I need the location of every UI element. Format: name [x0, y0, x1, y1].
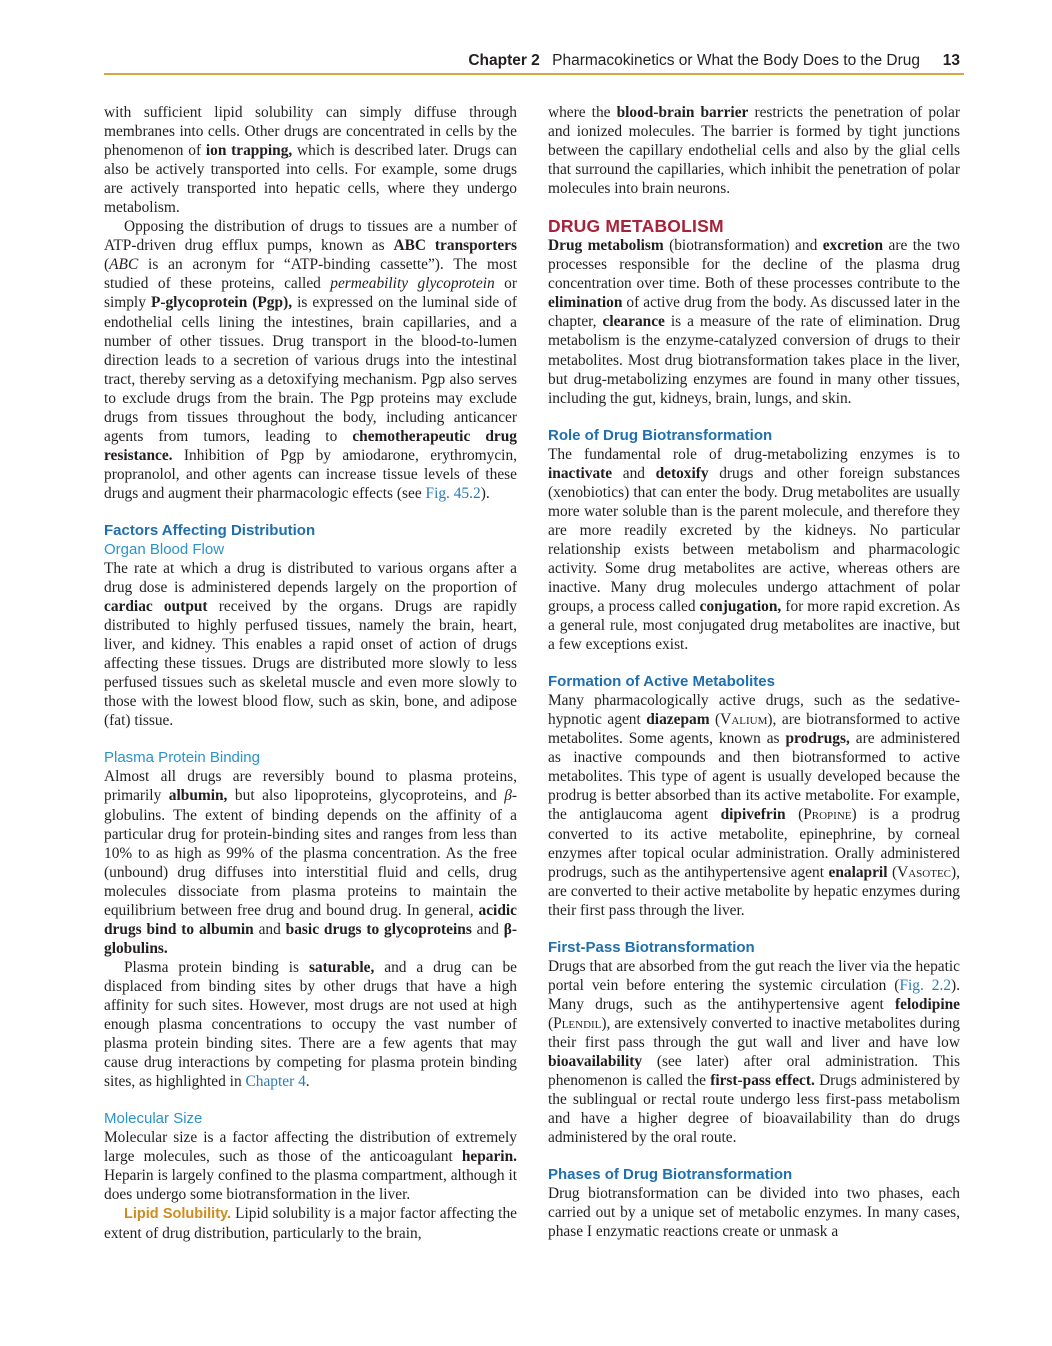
paragraph: where the blood-brain barrier restricts the penetration of polar and ionized molecules. The barrier is formed by tight junctions between the capillary endothelial cells and also by the glial cells that surround the capillaries, which inhibit the penetration of polar molecules into brain neurons.	[548, 104, 960, 198]
page-number: 13	[942, 52, 960, 69]
paragraph: with sufficient lipid solubility can simply diffuse through membranes into cells. Other drugs are concentrated in cells by the phenomenon of ion trapping, which is described later. Drugs can also be actively transported into cells. For example, some drugs are actively transported into hepatic cells, where they undergo metabolism.	[104, 104, 517, 217]
paragraph: Many pharmacologically active drugs, such as the sedative-hypnotic agent diazepam (Valium), are biotransformed to active metabolites. Some agents, known as prodrugs, are administered as inactive compounds and then biotransformed to active metabolites. This type of agent is usually developed because the prodrug is better absorbed than its active metabolite. For example, the antiglaucoma agent dipivefrin (Propine) is a prodrug converted to its active metabolite, epinephrine, by corneal enzymes after topical ocular administration. Orally administered prodrugs, such as the antihypertensive agent enalapril (Vasotec), are converted to their active metabolite by hepatic enzymes during their first pass through the liver.	[548, 692, 960, 919]
paragraph: Drug biotransformation can be divided into two phases, each carried out by a unique set of metabolic enzymes. In many cases, phase I enzymatic reactions create or unmask a	[548, 1185, 960, 1241]
paragraph: Opposing the distribution of drugs to tissues are a number of ATP-driven drug efflux pumps, known as ABC transporters (ABC is an acronym for “ATP-binding cassette”). The most studied of these proteins, called permeability glycoprotein or simply P-glycoprotein (Pgp), is expressed on the luminal side of endothelial cells lining the intestines, brain capillaries, and a number of other tissues. Drug transport in the blood-to-lumen direction leads to a secretion of various drugs into the intestinal tract, thereby serving as a detoxifying mechanism. Pgp also serves to exclude drugs from the brain. The Pgp proteins may exclude drugs from tissues throughout the body, including anticancer agents from tumors, leading to chemotherapeutic drug resistance. Inhibition of Pgp by amiodarone, erythromycin, propranolol, and other agents can increase tissue levels of these drugs and augment their pharmacologic effects (see Fig. 45.2).	[104, 218, 517, 502]
paragraph: Drug metabolism (biotransformation) and excretion are the two processes responsible for the decline of the plasma drug concentration over time. Both of these processes contribute to the elimination of active drug from the body. As discussed later in the chapter, clearance is a measure of the rate of elimination. Drug metabolism is the enzyme-catalyzed conversion of drugs to their metabolites. Most drug biotransformation takes place in the liver, but drug-metabolizing enzymes are found in many other tissues, including the gut, kidneys, brain, lungs, and skin.	[548, 237, 960, 407]
chapter-label: Chapter 2	[468, 52, 540, 69]
section-heading: First-Pass Biotransformation	[548, 938, 755, 956]
section-heading: Factors Affecting Distribution	[104, 521, 316, 539]
section-heading: Phases of Drug Biotransformation	[548, 1166, 793, 1184]
paragraph: Drugs that are absorbed from the gut reach the liver via the hepatic portal vein before entering the systemic circulation (Fig. 2.2). Many drugs, such as the antihypertensive agent felodipine (Plendil), are extensively converted to inactive metabolites during their first pass through the gut wall and liver and have low bioavailability (see later) after oral administration. This phenomenon is called the first-pass effect. Drugs administered by the sublingual or rectal route undergo less first-pass metabolism and have a higher degree of bioavailability than do drugs administered by the oral route.	[548, 957, 961, 1147]
section-heading: Formation of Active Metabolites	[548, 673, 775, 691]
subsection-heading: Organ Blood Flow	[104, 540, 225, 558]
chapter-title: Pharmacokinetics or What the Body Does to the Drug	[552, 52, 920, 69]
subsection-heading: Plasma Protein Binding	[104, 749, 260, 767]
header-rule	[104, 73, 964, 75]
paragraph: The fundamental role of drug-metabolizing enzymes is to inactivate and detoxify drugs and other foreign substances (xenobiotics) that can enter the body. Drug metabolites are usually more water soluble than is the parent molecule, and therefore they are more readily excreted by the kidneys. No particular relationship exists between metabolism and pharmacologic activity. Some drug metabolites are active, whereas others are inactive. Many drug molecules undergo attachment of polar groups, a process called conjugation, for more rapid excretion. As a general rule, most conjugated drug metabolites are inactive, but a few exceptions exist.	[548, 445, 960, 654]
right-column	[548, 103, 960, 1241]
paragraph: The rate at which a drug is distributed to various organs after a drug dose is administered depends largely on the proportion of cardiac output received by the organs. Drugs are rapidly distributed to highly perfused tissues, namely the brain, heart, liver, and kidney. This enables a rapid onset of action of drugs affecting these tissues. Drugs are distributed more slowly to less perfused tissues such as skeletal muscle and even more slowly to those with the lowest blood flow, such as skin, bone, and adipose (fat) tissue.	[104, 559, 517, 730]
subsection-heading: Molecular Size	[104, 1110, 203, 1128]
paragraph: Plasma protein binding is saturable, and a drug can be displaced from binding sites by other drugs that have a high affinity for such sites. However, most drugs are not used at high enough plasma concentrations to occupy the vast number of plasma protein binding sites. There are a few agents that may cause drug interactions by competing for plasma protein binding sites, as highlighted in Chapter 4.	[104, 958, 517, 1091]
paragraph: Almost all drugs are reversibly bound to plasma proteins, primarily albumin, but also lipoproteins, glycoproteins, and β-globulins. The extent of binding depends on the affinity of a particular drug for protein-binding sites and ranges from less than 10% to as high as 99% of the plasma concentration. As the free (unbound) drug diffuses into interstitial fluid and cells, drug molecules dissociate from plasma proteins to maintain the equilibrium between free drug and bound drug. In general, acidic drugs bind to albumin and basic drugs to glycoproteins and β-globulins.	[104, 768, 518, 957]
running-header-text	[468, 52, 920, 70]
left-column	[104, 103, 517, 1243]
section-heading: Role of Drug Biotransformation	[548, 426, 773, 444]
paragraph	[104, 1204, 517, 1243]
major-heading: DRUG METABOLISM	[548, 216, 724, 237]
paragraph-text: Lipid solubility is a major factor affecting the extent of drug distribution, particularly to the brain,	[104, 1205, 517, 1243]
run-in-heading: Lipid Solubility.	[124, 1206, 232, 1223]
paragraph: Molecular size is a factor affecting the distribution of extremely large molecules, such as those of the anticoagulant heparin. Heparin is largely confined to the plasma compartment, although it does undergo some biotransformation in the liver.	[104, 1129, 517, 1204]
running-header	[104, 50, 964, 74]
